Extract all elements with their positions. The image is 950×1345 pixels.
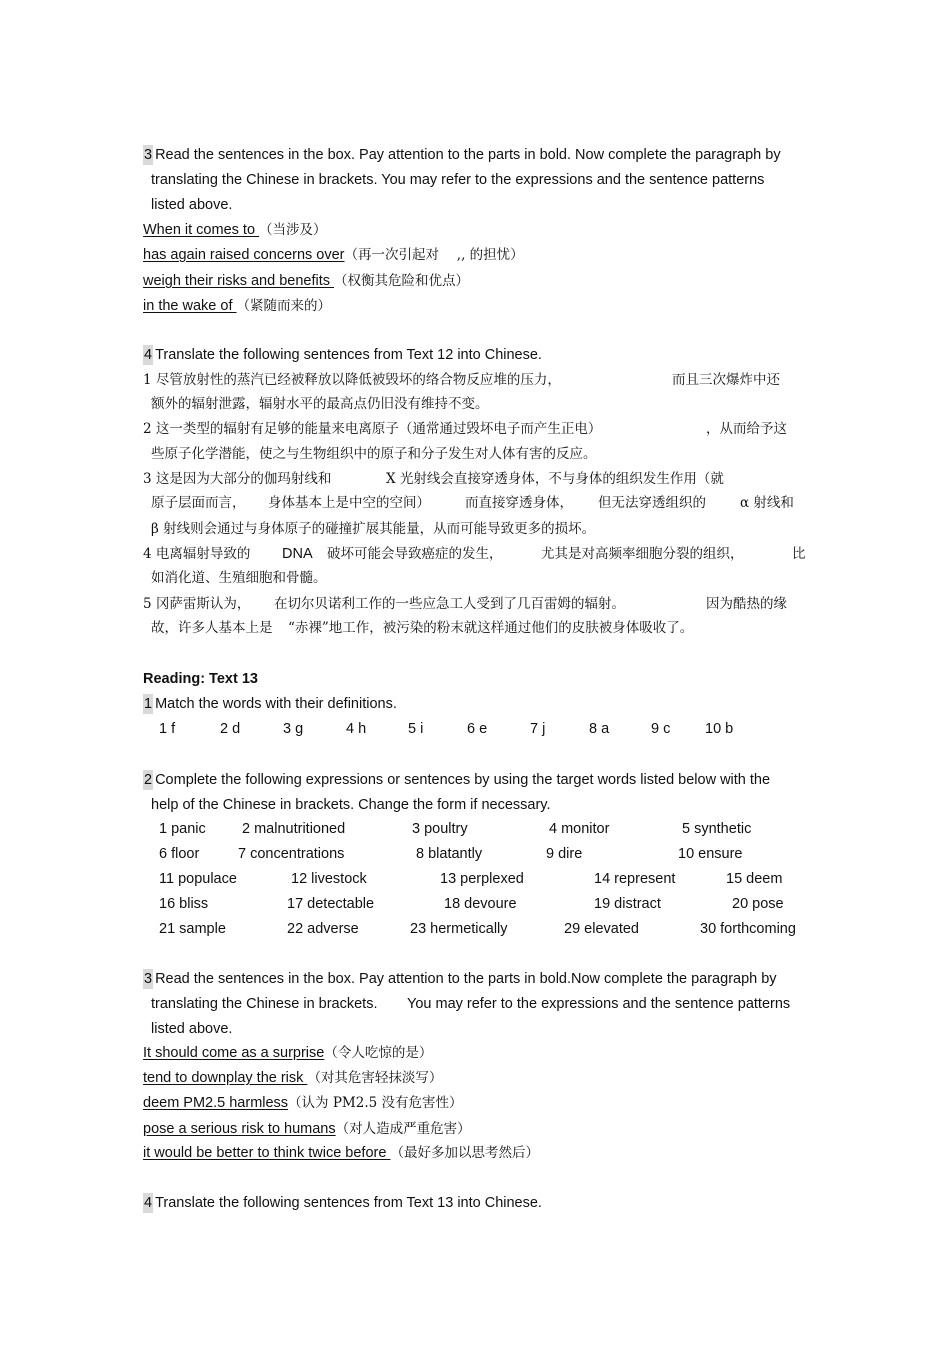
answer-item: 5 i (408, 721, 424, 737)
sentence-part: 但无法穿透组织的 (598, 495, 706, 511)
section-3-heading (143, 969, 777, 989)
expression-chinese: （权衡其危险和优点） (334, 273, 470, 289)
word-item: 13 perplexed (440, 871, 524, 887)
instruction-text: listed above. (151, 1021, 233, 1037)
section-3-heading (143, 145, 781, 165)
answer-item: 4 h (346, 721, 367, 737)
word-item: 18 devoure (444, 896, 517, 912)
answer-item: 9 c (651, 721, 671, 737)
word-item: 17 detectable (287, 896, 375, 912)
section-4-heading (143, 1193, 542, 1213)
word-item: 4 monitor (549, 821, 610, 837)
translation-sentence-5 (143, 594, 250, 614)
word-item: 20 pose (732, 896, 784, 912)
expression-chinese: （认为 PM2.5 没有危害性） (288, 1095, 463, 1111)
answer-item: 6 e (467, 721, 488, 737)
word-item: 9 dire (546, 846, 583, 862)
word-item: 22 adverse (287, 921, 359, 937)
sentence-part: 破坏可能会导致癌症的发生， (327, 546, 503, 562)
answer-item: 3 g (283, 721, 304, 737)
word-item: 7 concentrations (238, 846, 345, 862)
sentence-part: 3 这是因为大部分的伽玛射线和 (143, 471, 332, 487)
word-item: 21 sample (159, 921, 226, 937)
sentence-part: 2 这一类型的辐射有足够的能量来电离原子（通常通过毁坏电子而产生正电） (143, 421, 602, 437)
section-number: 4 (144, 1195, 153, 1211)
sentence-part: X 光射线会直接穿透身体，不与身体的组织发生作用（就 (386, 471, 724, 487)
expression-english: tend to downplay the risk (143, 1070, 308, 1086)
answer-item: 8 a (589, 721, 610, 737)
instruction-text: You may refer to the expressions and the sentence patterns (407, 996, 791, 1012)
sentence-part: β 射线则会通过与身体原子的碰撞扩展其能量，从而可能导致更多的损坏。 (151, 521, 596, 537)
expression-item (143, 1043, 432, 1063)
word-item: 15 deem (726, 871, 783, 887)
sentence-part: 些原子化学潜能，使之与生物组织中的原子和分子发生对人体有害的反应。 (151, 446, 597, 462)
word-item: 5 synthetic (682, 821, 752, 837)
expression-chinese: （令人吃惊的是） (324, 1045, 433, 1061)
instruction-text: Read the sentences in the box. Pay attention to the parts in bold.Now complete the paragraph by (155, 971, 777, 987)
section-number: 1 (144, 696, 153, 712)
expression-item (143, 1068, 442, 1088)
sentence-part: α 射线和 (740, 495, 794, 511)
expression-english: It should come as a surprise (143, 1045, 325, 1061)
word-item: 14 represent (594, 871, 676, 887)
sentence-part: 在切尔贝诺利工作的一些应急工人受到了几百雷姆的辐射。 (274, 596, 625, 612)
sentence-part: 而直接穿透身体， (465, 495, 573, 511)
expression-chinese: （当涉及） (259, 222, 327, 238)
word-item: 10 ensure (678, 846, 743, 862)
expression-english: deem PM2.5 harmless (143, 1095, 289, 1111)
answer-item: 1 f (159, 721, 176, 737)
expression-english: in the wake of (143, 298, 237, 314)
sentence-part: 4 电离辐射导致的 (143, 546, 251, 562)
expression-english: it would be better to think twice before (143, 1145, 391, 1161)
instruction-text: translating the Chinese in brackets. (151, 996, 378, 1012)
instruction-text: translating the Chinese in brackets. You may refer to the expressions and the sentence patterns (151, 172, 765, 188)
expression-chinese: （最好多加以思考然后） (390, 1145, 539, 1161)
instruction-text: Read the sentences in the box. Pay attention to the parts in bold. Now complete the paragraph by (155, 147, 781, 163)
instruction-text: help of the Chinese in brackets. Change the form if necessary. (151, 797, 551, 813)
section-number: 3 (144, 147, 153, 163)
expression-item (143, 220, 327, 240)
expression-chinese: （对人造成严重危害） (335, 1121, 471, 1137)
instruction-text: listed above. (151, 197, 233, 213)
sentence-part: 额外的辐射泄露，辐射水平的最高点仍旧没有维持不变。 (151, 396, 489, 412)
section-1-heading (143, 694, 397, 714)
translation-sentence-1 (143, 370, 561, 390)
sentence-part: “赤裸”地工作，被污染的粉末就这样通过他们的皮肤被身体吸收了。 (288, 620, 694, 636)
expression-item (143, 271, 469, 291)
expression-item (143, 1143, 539, 1163)
expression-item (143, 245, 524, 265)
sentence-part: 尤其是对高频率细胞分裂的组织， (541, 546, 744, 562)
answer-item: 10 b (705, 721, 734, 737)
sentence-part: 故，许多人基本上是 (151, 620, 273, 636)
section-2-heading (143, 770, 770, 790)
expression-chinese: （对其危害轻抹淡写） (307, 1070, 443, 1086)
sentence-part: 身体基本上是中空的空间） (268, 495, 430, 511)
expression-item (143, 1093, 463, 1113)
section-number: 4 (144, 347, 153, 363)
word-item: 6 floor (159, 846, 200, 862)
sentence-part: DNA (282, 546, 313, 562)
word-item: 29 elevated (564, 921, 639, 937)
expression-english: weigh their risks and benefits (143, 273, 335, 289)
answer-item: 7 j (530, 721, 546, 737)
sentence-part: 因为酷热的缘 (706, 596, 787, 612)
sentence-part: 原子层面而言， (151, 495, 246, 511)
word-item: 2 malnutritioned (242, 821, 346, 837)
section-number: 3 (144, 971, 153, 987)
section-4-heading (143, 345, 542, 365)
expression-english: has again raised concerns over (143, 247, 345, 263)
word-item: 19 distract (594, 896, 661, 912)
translation-sentence-3 (143, 469, 331, 489)
expression-item (143, 296, 331, 316)
answer-item: 2 d (220, 721, 241, 737)
word-item: 23 hermetically (410, 921, 508, 937)
sentence-part: 比 (792, 546, 806, 562)
word-item: 1 panic (159, 821, 206, 837)
expression-item (143, 1119, 471, 1139)
translation-sentence-4 (143, 544, 250, 564)
section-number: 2 (144, 772, 153, 788)
word-item: 30 forthcoming (700, 921, 796, 937)
expression-chinese: （再一次引起对 ,, 的担忧） (344, 247, 524, 263)
instruction-text: Translate the following sentences from Text 13 into Chinese. (155, 1195, 542, 1211)
translation-sentence-2 (143, 419, 601, 439)
word-item: 16 bliss (159, 896, 209, 912)
sentence-part: 而且三次爆炸中还 (672, 372, 780, 388)
word-item: 12 livestock (291, 871, 367, 887)
sentence-part: 1 尽管放射性的蒸汽已经被释放以降低被毁坏的络合物反应堆的压力， (143, 372, 561, 388)
expression-english: When it comes to (143, 222, 260, 238)
expression-chinese: （紧随而来的） (236, 298, 331, 314)
expression-english: pose a serious risk to humans (143, 1121, 336, 1137)
reading-title: Reading: Text 13 (143, 671, 258, 687)
sentence-part: 5 冈萨雷斯认为， (143, 596, 251, 612)
word-item: 3 poultry (412, 821, 468, 837)
word-item: 8 blatantly (416, 846, 483, 862)
sentence-part: ，从而给予这 (706, 421, 787, 437)
instruction-text: Match the words with their definitions. (155, 696, 397, 712)
instruction-text: Translate the following sentences from Text 12 into Chinese. (155, 347, 542, 363)
instruction-text: Complete the following expressions or sentences by using the target words listed below with the (155, 772, 771, 788)
sentence-part: 如消化道、生殖细胞和骨髓。 (151, 570, 327, 586)
word-item: 11 populace (159, 871, 237, 887)
